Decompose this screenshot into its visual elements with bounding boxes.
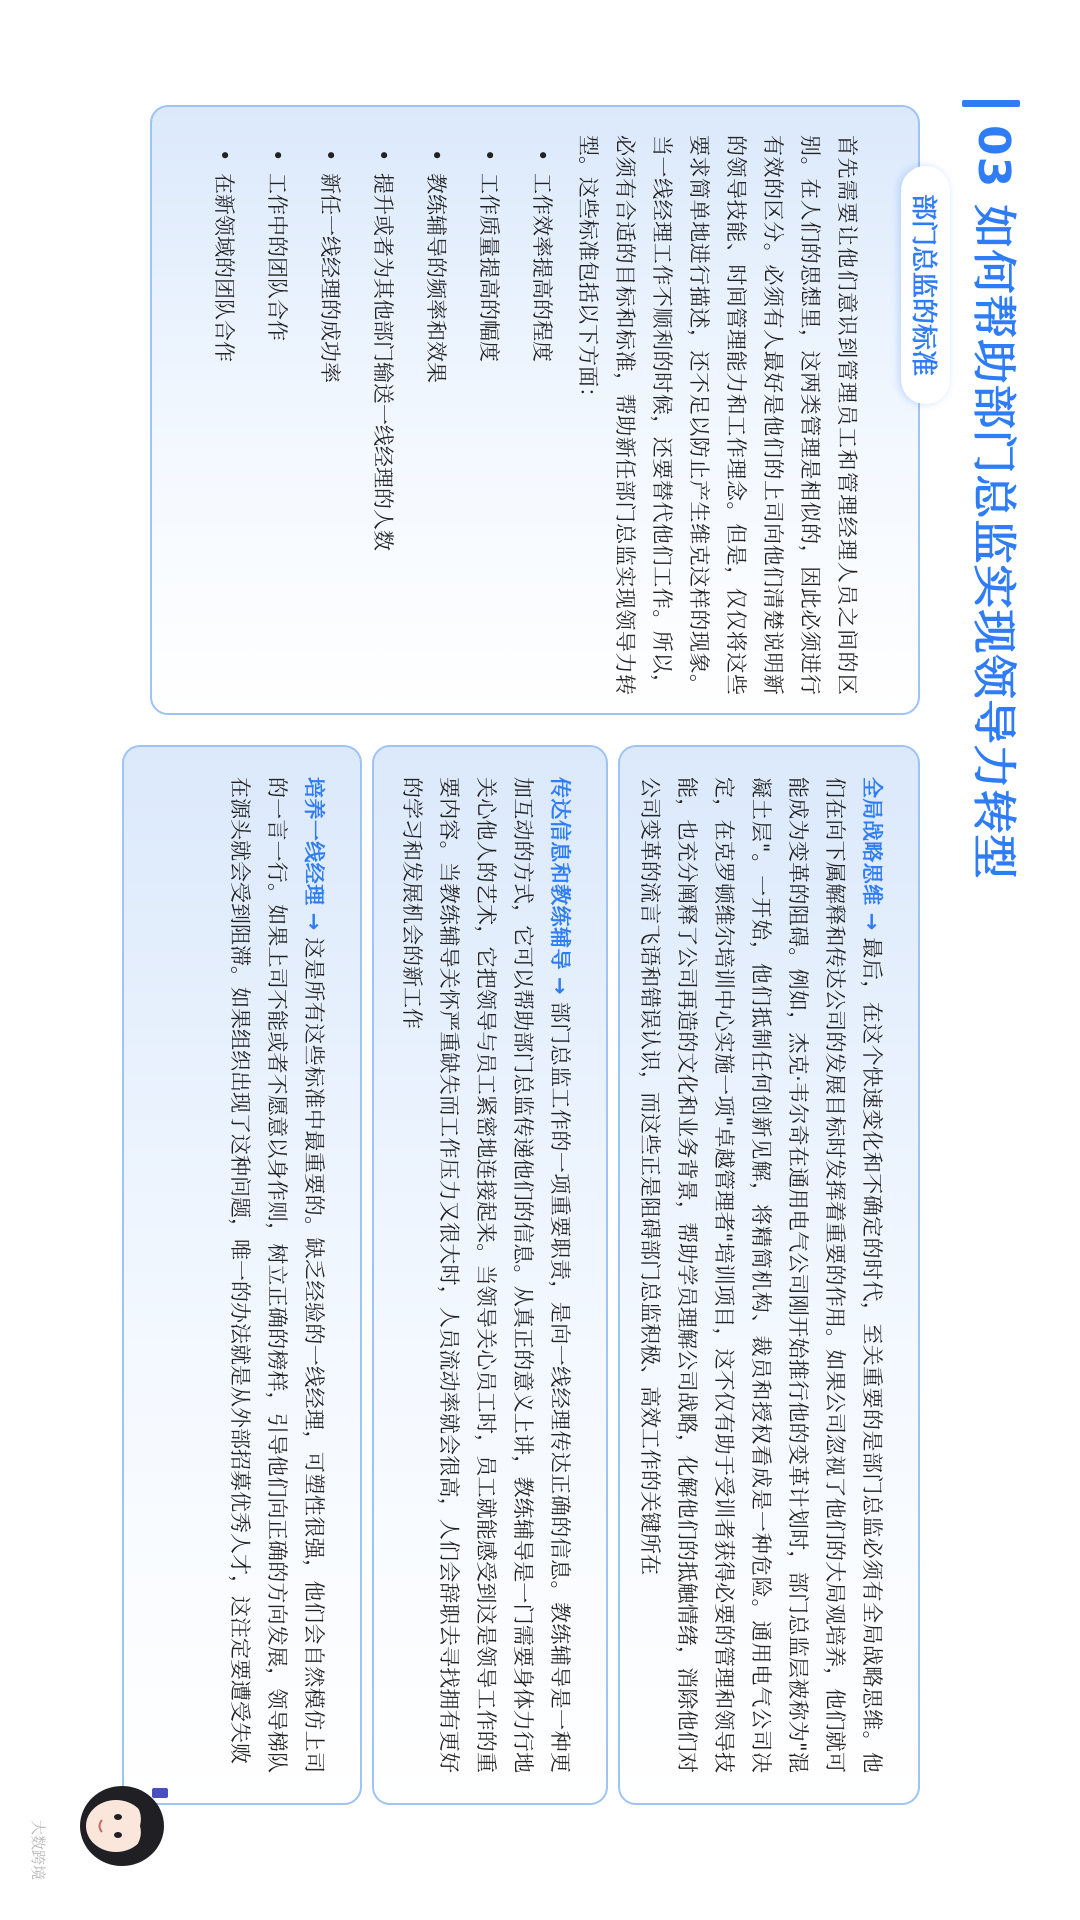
train-paragraph (221, 777, 332, 1773)
global-paragraph (631, 777, 890, 1773)
page-title: 03 如何帮助部门总监实现领导力转型 (968, 125, 1019, 880)
list-item: • 提升或者为其他部门输送一线经理的人数 (364, 145, 401, 705)
standard-list (189, 145, 560, 705)
standard-pill-label: 部门总监的标准 (901, 166, 950, 404)
train-text: 这是所有这些标准中最重要的。缺乏经验的一线经理，可塑性很强，他们会自然模仿上司的一言一行。如果上司不能或者不愿意以身作则，树立正确的榜样，引导他们向正确的方向发展，领导梯队在源头就会受到阻滞。如果组织出现了这种问题，唯一的办法就是从外部招募优秀人才，这注定要遭受失败 (228, 777, 326, 1774)
avatar (78, 1780, 170, 1872)
list-item: • 新任一线经理的成功率 (311, 145, 348, 705)
coach-lead: 传达信息和教练辅导 (548, 777, 572, 970)
coach-paragraph (393, 777, 578, 1773)
standard-pill (908, 193, 950, 377)
arrow-icon: → (302, 912, 326, 931)
list-item: • 教练辅导的频率和效果 (417, 145, 454, 705)
list-item: • 工作中的团队合作 (258, 145, 295, 705)
arrow-icon: → (860, 912, 884, 931)
title-accent-bar (962, 100, 1020, 107)
global-lead: 全局战略思维 (860, 777, 884, 906)
arrow-icon: → (548, 977, 572, 995)
watermark (20, 1820, 50, 1920)
train-lead: 培养一线经理 (302, 777, 326, 906)
global-text: 最后，在这个快速变化和不确定的时代，至关重要的是部门总监必须有全局战略思维。他们在向下属解释和传达公司的发展目标时发挥着重要的作用。如果公司忽视了他们的大局观培养，他们就可能成为变革的阻碍。例如，杰克·韦尔奇在通用电气公司刚开始推行他的变革计划时，部门总监层被称为"混凝土层"。一开始，他们抵制任何创新见解，将精简机构、裁员和授权看成是一种危险。通用电气公司决定，在克罗顿维尔培训中心实施一项"卓越管理者"培训项目，这不仅有助于受训者获得必要的管理和领导技能，也充分阐释了公司再造的文化和业务背景，帮助学员理解公司战略，化解他们的抵触情绪，消除他们对公司变革的流言飞语和错误认识，而这些正是阻碍部门总监积极、高效工作的关键所在 (638, 777, 884, 1774)
coach-card (372, 745, 608, 1805)
list-item: • 在新领域的团队合作 (205, 145, 242, 705)
train-card (122, 745, 362, 1805)
coach-text: 部门总监工作的一项重要职责，是向一线经理传达正确的信息。教练辅导是一种更加互动的方式，它可以帮助部门总监传递他们的信息。从真正的意义上讲，教练辅导是一门需要身体力行地关心他人的艺术，它把领导与员工紧密地连接起来。当领导关心员工时，员工就能感受到这是领导工作的重要内容。当教练辅导关怀严重缺失而工作压力又很大时，人员流动率就会很高，人们会辞职去寻找拥有更好的学习和发展机会的新工作 (400, 777, 572, 1774)
list-item: • 工作效率提高的程度 (523, 145, 560, 705)
list-item: • 工作质量提高的幅度 (470, 145, 507, 705)
watermark-text: 大数跨境 (29, 1820, 47, 1881)
global-card (618, 745, 920, 1805)
standard-body: 首先需要让他们意识到管理员工和管理经理人员之间的区别。在人们的思想里，这两类管理是相似的，因此必须进行有效的区分。必须有人最好是他们的上司向他们清楚说明新的领导技能、时间管理能力和工作理念。但是，仅仅将这些要求简单地进行描述，还不足以防止产生维克这样的现象。当一线经理工作不顺利的时候，还要替代他们工作。所以，必须有合适的目标和标准，帮助新任部门总监实现领导力转型。这些标准包括以下方面： (576, 135, 859, 695)
